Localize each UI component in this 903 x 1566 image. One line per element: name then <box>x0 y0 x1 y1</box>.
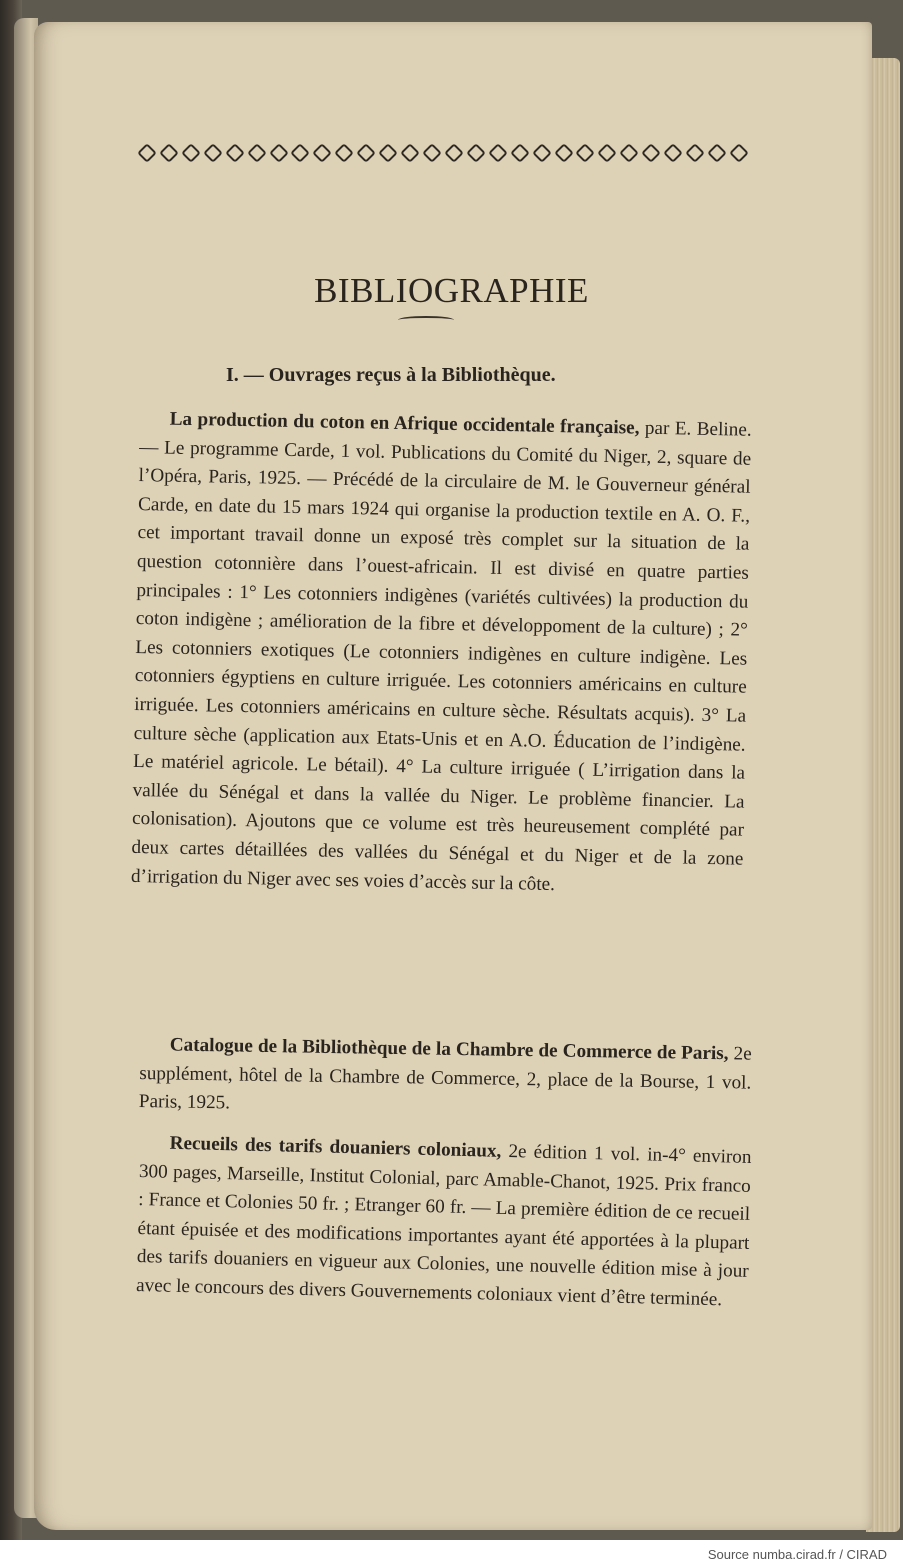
entry-title: Catalogue de la Bibliothèque de la Chambre de Commerce de Paris, <box>169 1034 729 1065</box>
entry-title: Recueils des tarifs douaniers coloniaux, <box>169 1132 502 1163</box>
entry-title: La production du coton en Afrique occidentale française, <box>169 408 640 439</box>
section-heading: I. — Ouvrages reçus à la Bibliothèque. <box>226 364 556 386</box>
bibliography-entry <box>139 1031 752 1126</box>
source-credit: Source numba.cirad.fr / CIRAD <box>707 1547 887 1562</box>
entry-body: 2e supplément, hôtel de la Chambre de Commerce, 2, place de la Bourse, 1 vol. Paris, 1925. <box>138 1043 752 1114</box>
page-title: BIBLIOGRAPHIE <box>314 271 589 311</box>
bibliography-entry <box>131 405 752 903</box>
ornamental-border <box>140 141 746 165</box>
bibliography-entry <box>136 1129 752 1315</box>
entry-body: par E. Beline. — Le programme Carde, 1 vol. Publications du Comité du Niger, 2, square de l’Opéra, Paris, 1925. — Précédé de la circulaire de M. le Gouverneur général Carde, en date du 15 mars 1924 qui organise la production textile en A. O. F., cet important travail donne un exposé très complet sur la situation de la question cotonnière dans l’ouest-africain. Il est divisé en quatre parties principales : 1° Les cotonniers indigènes (variétés cultivées) la production du coton indigène ; amélioration de la fibre et développoment de la culture) ; 2° Les cotonniers exotiques (Le cotonniers indigènes en culture indigène. Les cotonniers égyptiens en culture irriguée. Les cotonniers américains en culture irriguée. Les cotonniers américains en culture sèche. Résultats acquis). 3° La culture sèche (application aux Etats-Unis et en A.O. Éducation de l’indigène. Le matériel agricole. Le bétail). 4° La culture irriguée ( L’irrigation dans la vallée du Sénégal et dans la vallée du Niger. Le problème financier. La colonisation). Ajoutons que ce volume est très heureusement complété par deux cartes détaillées des vallées du Sénégal et du Niger et de la zone d’irrigation du Niger avec ses voies d’accès sur la côte. <box>130 417 752 895</box>
entry-body: 2e édition 1 vol. in-4° environ 300 pages, Marseille, Institut Colonial, parc Amable-Chanot, 1925. Prix franco : France et Colonies 50 fr. ; Etranger 60 fr. — La première édition de ce recueil étant épuisée et des modifications importantes ayant été apportées à la plupart des tarifs douaniers en vigueur aux Colonies, une nouvelle édition mise à jour avec le concours des divers Gouvernements coloniaux vient d’être terminée. <box>135 1141 752 1311</box>
title-flourish <box>398 316 454 324</box>
